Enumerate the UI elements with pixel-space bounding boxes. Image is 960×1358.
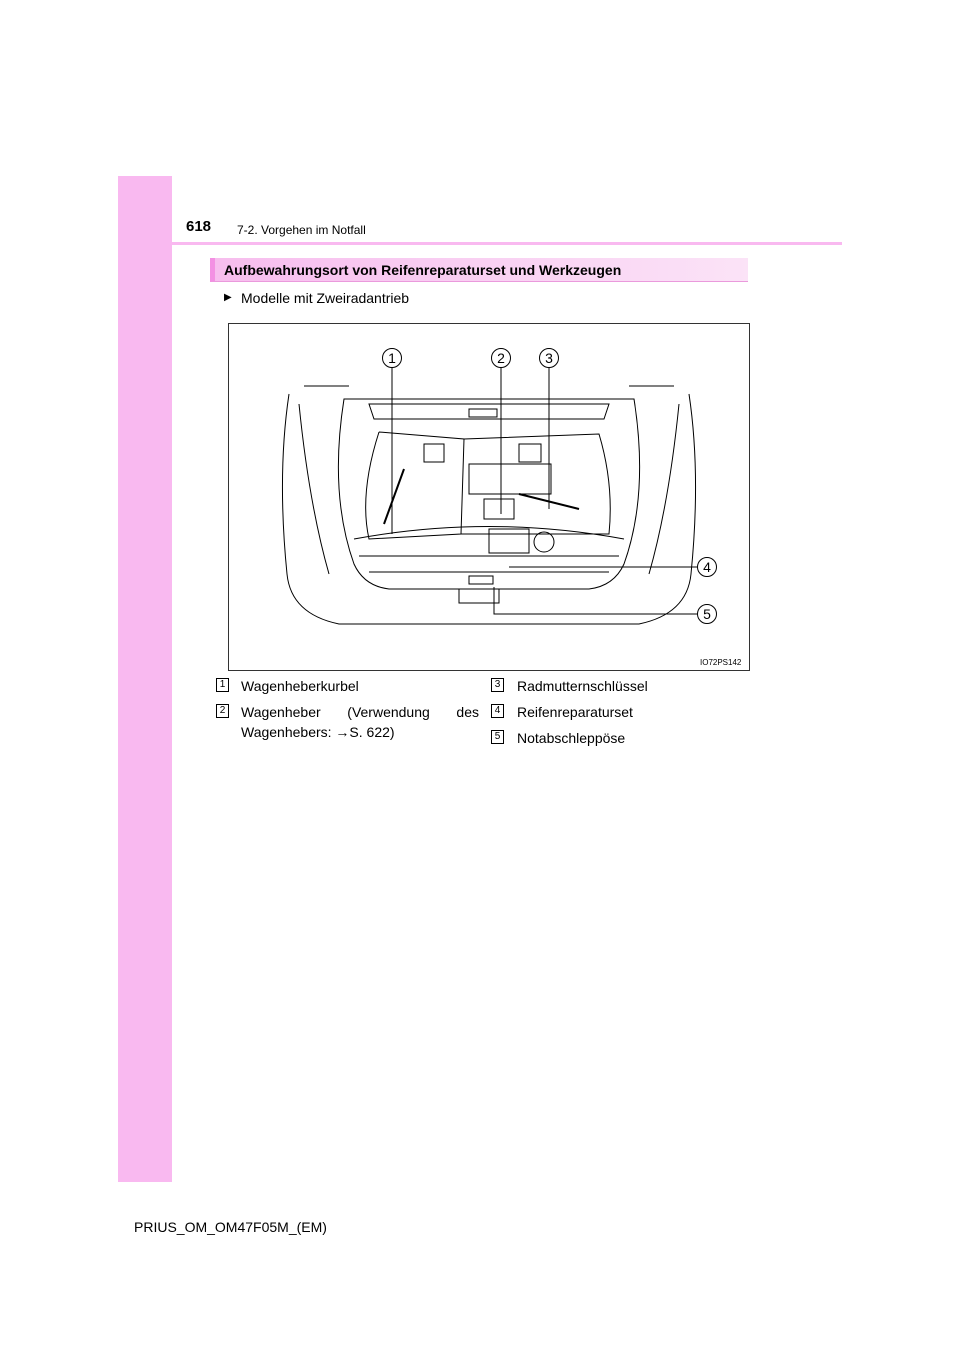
callout-2: 2 <box>491 348 511 368</box>
page-number: 618 <box>186 218 212 235</box>
legend-text-1: Wagenheberkurbel <box>241 678 359 694</box>
trunk-drawing <box>229 324 751 672</box>
section-title: 7-2. Vorgehen im Notfall <box>237 223 366 237</box>
legend-text-5: Notabschleppöse <box>517 730 626 746</box>
side-tab-bar <box>118 176 172 1182</box>
callout-4: 4 <box>697 557 717 577</box>
legend-marker-1: 1 <box>216 678 229 692</box>
model-label: Modelle mit Zweiradantrieb <box>241 290 410 306</box>
legend-marker-2: 2 <box>216 704 229 718</box>
callout-5: 5 <box>697 604 717 624</box>
legend-marker-4: 4 <box>491 704 504 718</box>
trunk-illustration <box>228 323 750 671</box>
legend-text-2b: Wagenhebers: →S. 622) <box>241 724 395 740</box>
section-heading: Aufbewahrungsort von Reifenreparaturset und Werkzeugen <box>224 262 622 278</box>
legend-marker-3: 3 <box>491 678 504 692</box>
callout-1: 1 <box>382 348 402 368</box>
figure-code: IO72PS142 <box>700 658 742 667</box>
triangle-bullet-icon: ▶ <box>224 292 232 303</box>
legend-marker-5: 5 <box>491 730 504 744</box>
legend-text-4: Reifenreparaturset <box>517 704 633 720</box>
legend-text-2: Wagenheber (Verwendung des <box>241 704 479 720</box>
footer-doc-code: PRIUS_OM_OM47F05M_(EM) <box>134 1219 327 1235</box>
legend-text-3: Radmutternschlüssel <box>517 678 648 694</box>
callout-3: 3 <box>539 348 559 368</box>
header-rule <box>118 242 842 245</box>
